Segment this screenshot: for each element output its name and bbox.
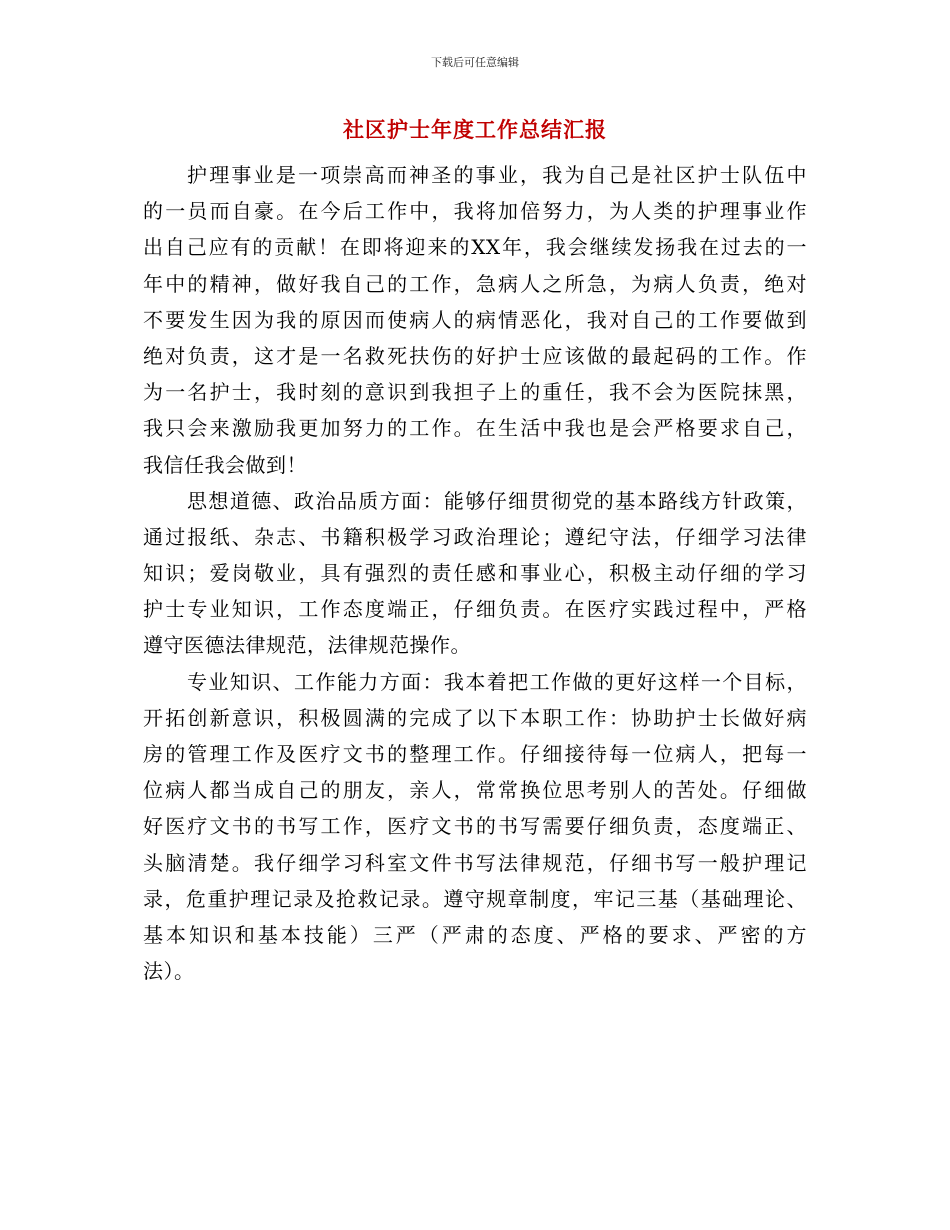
text-line: 我只会来激励我更加努力的工作。在生活中我也是会严格要求自己， — [143, 416, 807, 441]
text-line: 房的管理工作及医疗文书的整理工作。仔细接待每一位病人，把每一 — [143, 742, 807, 766]
paragraph-1 — [143, 157, 807, 483]
text-line: 开拓创新意识，积极圆满的完成了以下本职工作：协助护士长做好病 — [143, 705, 807, 730]
document-title: 社区护士年度工作总结汇报 — [343, 118, 607, 142]
header-note: 下载后可任意编辑 — [431, 56, 519, 69]
text-line: 出自己应有的贡献！在即将迎来的XX年，我会继续发扬我在过去的一 — [143, 235, 807, 260]
text-line: 的一员而自豪。在今后工作中，我将加倍努力，为人类的护理事业作 — [143, 199, 807, 224]
text-line: 遵守医德法律规范，法律规范操作。 — [143, 633, 471, 658]
text-line: 专业知识、工作能力方面：我本着把工作做的更好这样一个目标， — [187, 669, 807, 694]
paragraph-2 — [143, 483, 807, 664]
text-line: 不要发生因为我的原因而使病人的病情恶化，我对自己的工作要做到 — [143, 307, 807, 332]
text-line: 思想道德、政治品质方面：能够仔细贯彻党的基本路线方针政策， — [187, 488, 807, 513]
text-line: 录，危重护理记录及抢救记录。遵守规章制度，牢记三基（基础理论、 — [143, 886, 807, 911]
text-line: 通过报纸、杂志、书籍积极学习政治理论；遵纪守法，仔细学习法律 — [143, 524, 807, 549]
paragraph-3 — [143, 664, 807, 990]
text-line: 我信任我会做到！ — [143, 452, 307, 477]
text-line: 位病人都当成自己的朋友，亲人，常常换位思考别人的苦处。仔细做 — [143, 778, 807, 803]
text-line: 好医疗文书的书写工作，医疗文书的书写需要仔细负责，态度端正、 — [143, 814, 807, 839]
text-line: 绝对负责，这才是一名救死扶伤的好护士应该做的最起码的工作。作 — [143, 343, 807, 368]
text-line: 为一名护士，我时刻的意识到我担子上的重任，我不会为医院抹黑， — [143, 380, 807, 405]
text-line: 头脑清楚。我仔细学习科室文件书写法律规范，仔细书写一般护理记 — [143, 850, 807, 875]
text-line: 知识；爱岗敬业，具有强烈的责任感和事业心，积极主动仔细的学习 — [143, 561, 807, 586]
text-line: 护理事业是一项崇高而神圣的事业，我为自己是社区护士队伍中 — [187, 163, 807, 187]
text-line: 护士专业知识，工作态度端正，仔细负责。在医疗实践过程中，严格 — [143, 597, 807, 622]
document-body — [143, 157, 807, 989]
text-line: 基本知识和基本技能）三严（严肃的态度、严格的要求、严密的方 — [143, 922, 807, 947]
text-line: 法）。 — [143, 959, 195, 984]
text-line: 年中的精神，做好我自己的工作，急病人之所急，为病人负责，绝对 — [143, 271, 807, 296]
